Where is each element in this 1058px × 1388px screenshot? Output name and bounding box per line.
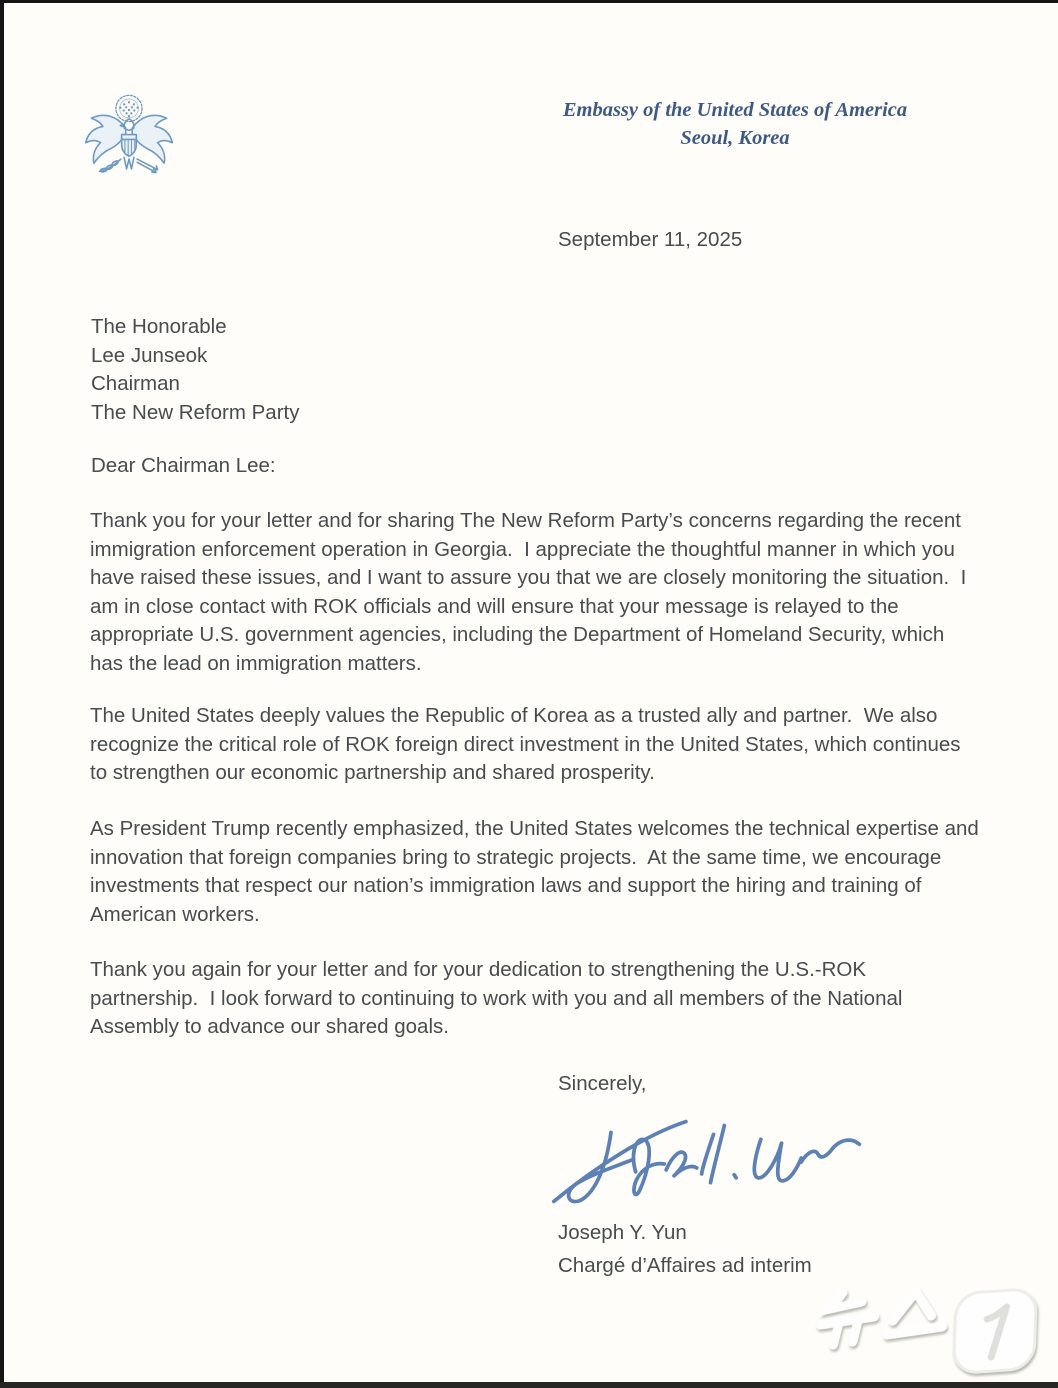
recipient-address-block	[91, 313, 299, 427]
signer-name: Joseph Y. Yun	[558, 1221, 687, 1244]
scan-border-top	[0, 0, 1058, 3]
body-text-line: to strengthen our economic partnership and shared prosperity.	[90, 761, 655, 784]
date-line: September 11, 2025	[558, 228, 743, 251]
letterhead	[530, 96, 940, 152]
valediction: Sincerely,	[558, 1072, 647, 1095]
recipient-line: Chairman	[91, 372, 180, 395]
letterhead-city: Seoul, Korea	[680, 127, 790, 149]
body-text-line: The United States deeply values the Republic of Korea as a trusted ally and partner. We also	[90, 704, 938, 727]
scan-border-left	[0, 0, 4, 1388]
recipient-line: Lee Junseok	[91, 343, 208, 367]
body-text-line: partnership. I look forward to continuing to work with you and all members of the National	[90, 986, 903, 1010]
body-paragraph-2	[90, 702, 961, 788]
signature-icon	[540, 1106, 885, 1220]
news1-watermark-logo	[812, 1283, 1052, 1381]
body-text-line: has the lead on immigration matters.	[90, 651, 422, 675]
body-text-line: Thank you again for your letter and for your dedication to strengthening the U.S.-ROK	[90, 958, 867, 981]
signer-title: Chargé d’Affaires ad interim	[558, 1254, 812, 1277]
recipient-line: The Honorable	[91, 315, 227, 338]
body-text-line: American workers.	[90, 902, 260, 926]
body-paragraph-4	[90, 956, 902, 1042]
recipient-line: The New Reform Party	[91, 400, 300, 424]
scan-border-bottom	[0, 1382, 1058, 1388]
body-text-line: immigration enforcement operation in Georgia. I appreciate the thoughtful manner in which you	[90, 537, 955, 561]
body-text-line: As President Trump recently emphasized, the United States welcomes the technical expertise and	[90, 817, 979, 840]
body-text-line: innovation that foreign companies bring to strategic projects. At the same time, we encourage	[90, 845, 942, 869]
body-text-line: Thank you for your letter and for sharing The New Reform Party’s concerns regarding the recent	[90, 509, 961, 532]
letterhead-org-name: Embassy of the United States of America	[562, 99, 908, 121]
body-text-line: Assembly to advance our shared goals.	[90, 1015, 449, 1038]
body-text-line: appropriate U.S. government agencies, including the Department of Homeland Security, which	[90, 623, 945, 646]
great-seal-eagle-icon	[80, 92, 178, 200]
body-paragraph-1	[90, 507, 966, 678]
body-text-line: have raised these issues, and I want to assure you that we are closely monitoring the situation. I	[90, 566, 967, 589]
salutation: Dear Chairman Lee:	[91, 454, 276, 477]
body-text-line: recognize the critical role of ROK foreign direct investment in the United States, which continues	[90, 732, 961, 756]
body-text-line: am in close contact with ROK officials and will ensure that your message is relayed to the	[90, 594, 899, 618]
body-paragraph-3	[90, 815, 979, 929]
body-text-line: investments that respect our nation’s immigration laws and support the hiring and training of	[90, 874, 922, 897]
